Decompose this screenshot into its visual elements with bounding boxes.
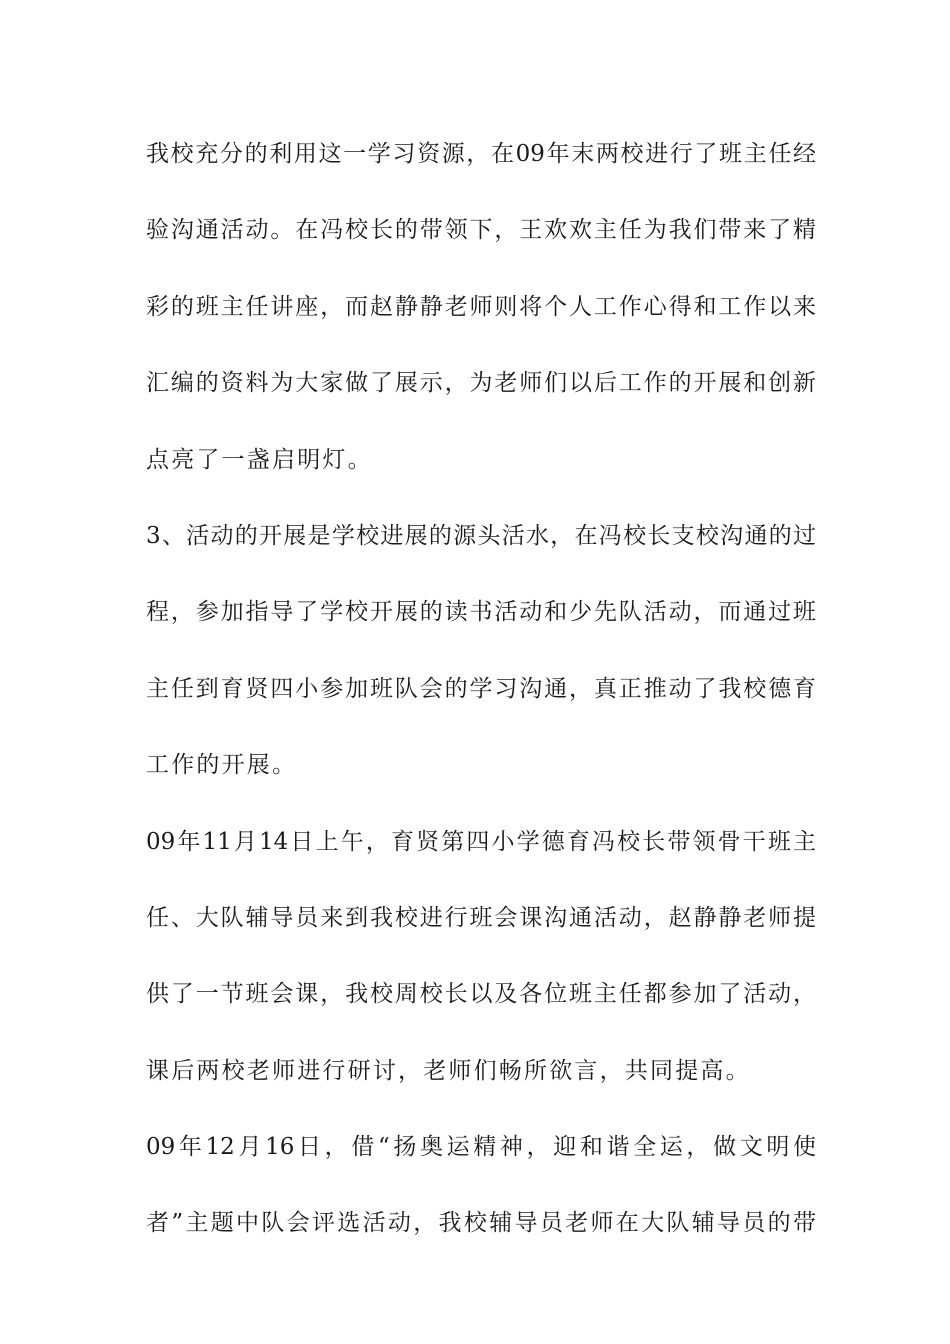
- text-line: 彩的班主任讲座，而赵静静老师则将个人工作心得和工作以来: [146, 293, 816, 320]
- text-line: 者”主题中队会评选活动，我校辅导员老师在大队辅导员的带: [146, 1210, 816, 1237]
- text-line: 我校充分的利用这一学习资源，在09年末两校进行了班主任经: [146, 141, 816, 167]
- text-line: 课后两校老师进行研讨，老师们畅所欲言，共同提高。: [146, 1057, 751, 1084]
- text-line: 工作的开展。: [146, 752, 298, 779]
- text-line: 汇编的资料为大家做了展示，为老师们以后工作的开展和创新: [146, 370, 816, 397]
- text-line: 09年11月14日上午，育贤第四小学德育冯校长带领骨干班主: [146, 828, 816, 855]
- text-line: 点亮了一盏启明灯。: [146, 446, 373, 473]
- document-body: [146, 128, 816, 1274]
- text-line: 任、大队辅导员来到我校进行班会课沟通活动，赵静静老师提: [146, 904, 816, 931]
- text-line: 供了一节班会课，我校周校长以及各位班主任都参加了活动，: [146, 981, 816, 1008]
- text-line: 09年12月16日，借“扬奥运精神，迎和谐全运，做文明使: [146, 1134, 816, 1161]
- text-line: 3、活动的开展是学校进展的源头活水，在冯校长支校沟通的过: [146, 522, 816, 549]
- text-line: 程，参加指导了学校开展的读书活动和少先队活动，而通过班: [146, 599, 816, 626]
- text-line: 主任到育贤四小参加班队会的学习沟通，真正推动了我校德育: [146, 675, 816, 702]
- text-line: 验沟通活动。在冯校长的带领下，王欢欢主任为我们带来了精: [146, 217, 816, 244]
